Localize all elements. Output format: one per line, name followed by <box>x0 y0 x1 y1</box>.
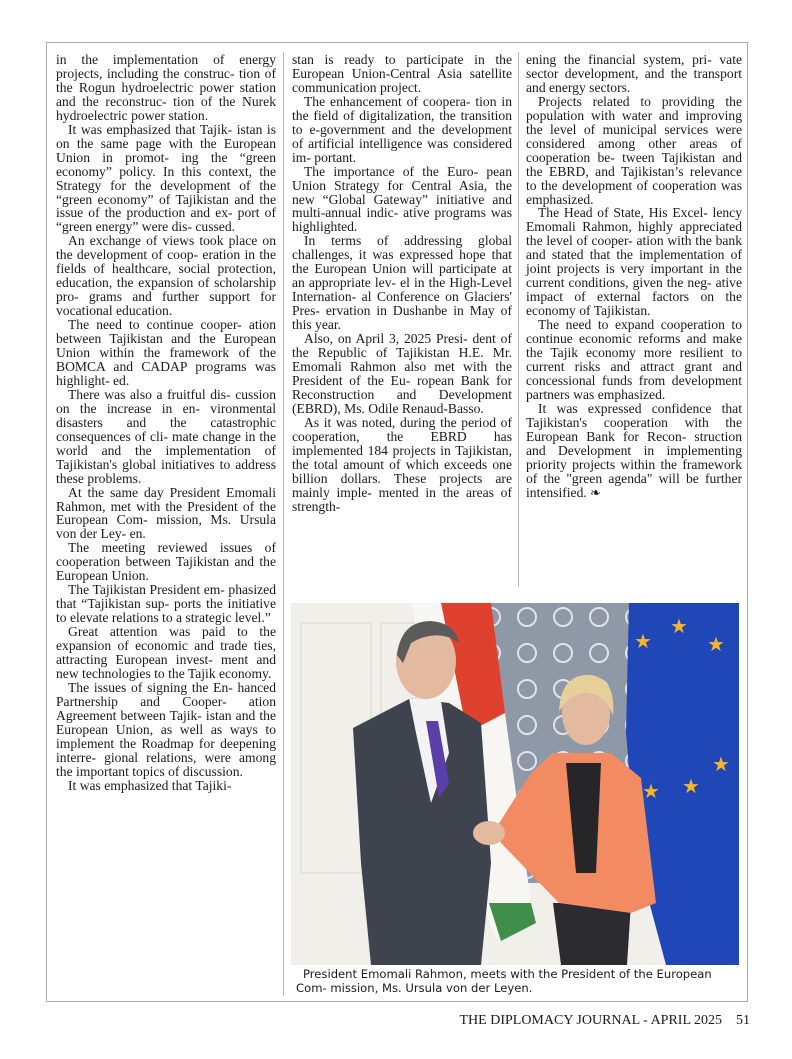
paragraph: The Tajikistan President em- phasized that “Tajikistan sup- ports the initiative to elevate relations to a strategic level.” <box>56 582 276 626</box>
paragraph: The importance of the Euro- pean Union Strategy for Central Asia, the new “Global Gateway” initiative and multi-annual indic- ative programs was highlighted. <box>292 163 512 235</box>
paragraph: The Head of State, His Excel- lency Emomali Rahmon, highly appreciated the level of cooper- ation with the bank and stated that the implementation of joint projects is very important in the current conditions, given the neg- ative impact of external factors on the economy of Tajikistan. <box>526 205 742 319</box>
page-footer <box>420 1013 750 1029</box>
photo-illustration <box>291 603 739 965</box>
paragraph: At the same day President Emomali Rahmon, met with the President of the European Com- mission, Ms. Ursula von der Ley- en. <box>56 484 276 542</box>
column-divider <box>518 52 519 587</box>
paragraph: It was expressed confidence that Tajikistan's cooperation with the European Bank for Recon- struction and Development in implementing priority projects within the framework of the "green agenda" will be further intensified. ❧ <box>526 400 742 500</box>
text-column-3 <box>526 53 742 500</box>
paragraph: Also, on April 3, 2025 Presi- dent of the Republic of Tajikistan H.E. Mr. Emomali Rahmon also met with the President of the Eu- ropean Bank for Reconstruction and Development (EBRD), Ms. Odile Renaud-Basso. <box>292 331 512 416</box>
eu-star-icon: ★ <box>670 616 688 638</box>
paragraph: Great attention was paid to the expansion of economic and trade ties, attracting European invest- ment and new technologies to the Tajik economy. <box>56 624 276 681</box>
column-divider <box>283 52 284 996</box>
text-column-2 <box>292 53 512 513</box>
paragraph: There was also a fruitful dis- cussion on the increase in en- vironmental disasters and the catastrophic consequences of cli- mate change in the world and the implementation of Tajikistan's global initiatives to address these problems. <box>56 386 276 486</box>
fleuron-icon: ❧ <box>586 484 601 500</box>
paragraph: It was emphasized that Tajiki- <box>68 777 232 793</box>
page-number: 51 <box>736 1013 750 1028</box>
woman-trousers <box>553 903 631 965</box>
photo-caption: President Emomali Rahmon, meets with the President of the European Com- mission, Ms. Ursula von der Leyen. <box>296 967 712 995</box>
paragraph: The need to expand cooperation to continue economic reforms and make the Tajik economy more resilient to current risks and attract grant and concessional funds from development partners was emphasized. <box>526 317 742 402</box>
paragraph: The issues of signing the En- hanced Partnership and Cooper- ation Agreement between Tajik- istan and the European Union, as well as ways to implement the Roadmap for deepening interre- gional relations, were among the important topics of discussion. <box>56 679 276 779</box>
paragraph: The need to continue cooper- ation between Tajikistan and the European Union within the framework of the BOMCA and CADAP programs was highlight- ed. <box>56 317 276 388</box>
paragraph: Projects related to providing the population with water and improving the level of municipal services were considered among other areas of cooperation be- tween Tajikistan and the EBRD, and Tajikistan’s relevance to the development of cooperation was emphasized. <box>526 93 742 207</box>
eu-star-icon: ★ <box>634 631 652 653</box>
article-photo <box>291 603 739 965</box>
text-column-1 <box>56 53 276 793</box>
paragraph: In terms of addressing global challenges, it was expressed hope that the European Union will participate at an appropriate lev- el in the High-Level Internation- al Conference on Glaciers' Pres- ervation in Dushanbe in May of this year. <box>292 233 512 333</box>
eu-star-icon: ★ <box>712 754 730 776</box>
paragraph: An exchange of views took place on the development of coop- eration in the fields of healthcare, social protection, education, the expansion of scholarship pro- grams and further support for vocational education. <box>56 233 276 319</box>
paragraph: As it was noted, during the period of cooperation, the EBRD has implemented 184 projects in Tajikistan, the total amount of which exceeds one billion dollars. These projects are mainly imple- mented in the areas of strength- <box>292 414 512 514</box>
paragraph: stan is ready to participate in the European Union-Central Asia satellite communication project. <box>292 52 512 95</box>
eu-star-icon: ★ <box>642 781 660 803</box>
paragraph: It was emphasized that Tajik- istan is on the same page with the European Union in promot- ing the “green economy” policy. In this context, the Strategy for the development of the “green economy” of Tajikistan and the issue of the production and ex- port of “green energy” were dis- cussed. <box>56 121 276 235</box>
handshake <box>473 821 505 845</box>
paragraph: The enhancement of coopera- tion in the field of digitalization, the transition to e-government and the development of artificial intelligence was considered im- portant. <box>292 93 512 165</box>
paragraph: in the implementation of energy projects, including the construc- tion of the Rogun hydroelectric power station and the reconstruc- tion of the Nurek hydroelectric power station. <box>56 52 276 123</box>
paragraph: ening the financial system, pri- vate sector development, and the transport and energy sectors. <box>526 52 742 95</box>
eu-star-icon: ★ <box>707 634 725 656</box>
paragraph: The meeting reviewed issues of cooperation between Tajikistan and the European Union. <box>56 540 276 584</box>
publication-title: THE DIPLOMACY JOURNAL - APRIL 2025 <box>459 1013 722 1028</box>
eu-star-icon: ★ <box>682 776 700 798</box>
